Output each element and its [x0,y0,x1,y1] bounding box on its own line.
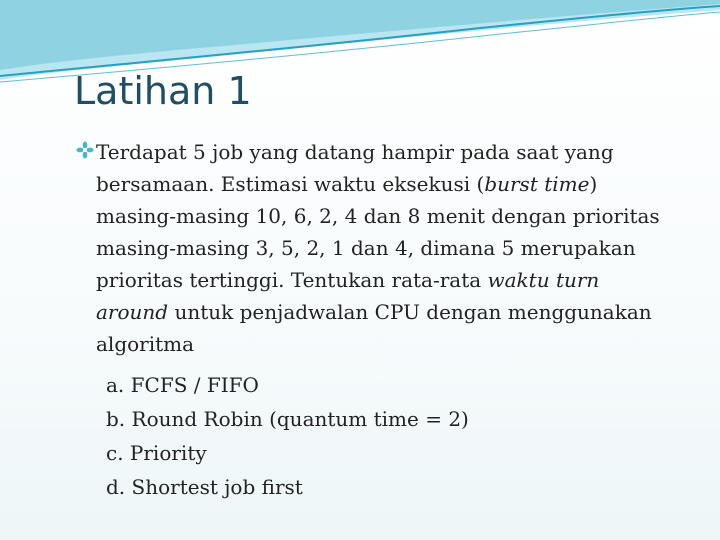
option-item: d. Shortest job first [106,475,303,499]
bullet-item [76,136,666,360]
option-item: a. FCFS / FIFO [106,373,259,397]
paragraph-segment: Terdapat 5 job yang datang hampir pada saat yang bersamaan. Estimasi waktu eksekusi ( [96,140,614,196]
question-paragraph [96,136,666,360]
algorithm-options-list [106,368,666,504]
paragraph-segment-italic: waktu turn around [96,268,600,324]
option-item: b. Round Robin (quantum time = 2) [106,407,469,431]
paragraph-segment: ) masing-masing 10, 6, 2, 4 dan 8 menit dengan prioritas masing-masing 3, 5, 2, 1 dan 4, dimana 5 merupakan prioritas tertinggi. Tentukan rata-rata [96,172,660,292]
paragraph-segment-italic: burst time [484,172,590,196]
slide-title: Latihan 1 [74,69,252,113]
paragraph-segment: untuk penjadwalan CPU dengan menggunakan algoritma [96,300,652,356]
flower-bullet-icon [76,141,94,159]
option-item: c. Priority [106,441,207,465]
slide-body [76,136,666,504]
